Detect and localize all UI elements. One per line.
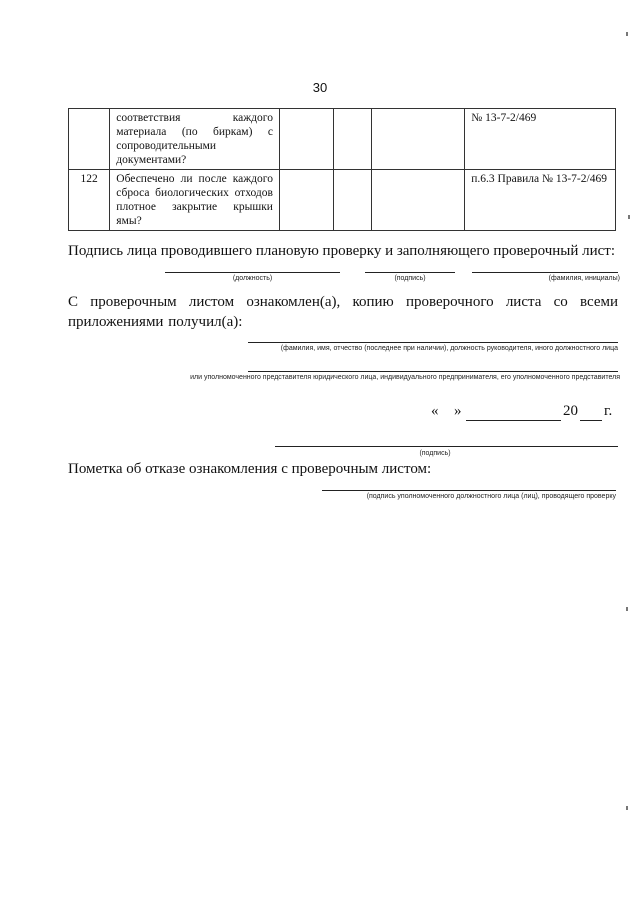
representative-line[interactable]: [248, 371, 618, 372]
checklist-table: [68, 108, 616, 231]
answer-cell: [333, 109, 371, 170]
position-label: (должность): [232, 275, 273, 282]
answer-cell: [279, 109, 333, 170]
date-year-line[interactable]: [580, 420, 602, 421]
acquaintance-text: С проверочным листом ознакомлен(а), копию проверочного листа со всеми приложениями получил(а):: [68, 294, 618, 330]
answer-cell: [279, 170, 333, 231]
table-row: [69, 170, 616, 231]
table-row: [69, 109, 616, 170]
refusal-heading: Пометка об отказе ознакомления с проверочным листом:: [68, 461, 432, 477]
date-month-line[interactable]: [466, 420, 561, 421]
signature-line[interactable]: [365, 272, 455, 273]
answer-cell: [371, 109, 465, 170]
scan-mark: [626, 32, 628, 36]
recipient-signature-line[interactable]: [275, 446, 618, 447]
page-number: 30: [312, 80, 328, 95]
date-year-suffix: г.: [604, 403, 613, 419]
answer-cell: [333, 170, 371, 231]
recipient-label-1: (фамилия, имя, отчество (последнее при наличии), должность руководителя, иного должностного лица: [280, 345, 618, 352]
name-label: (фамилия, инициалы): [548, 275, 620, 282]
refusal-signature-line[interactable]: [322, 490, 616, 491]
answer-cell: [371, 170, 465, 231]
question-cell: Обеспечено ли после каждого сброса биологических отходов плотное закрытие крышки ямы?: [110, 170, 280, 231]
scan-mark: [628, 215, 630, 219]
scan-mark: [626, 806, 628, 810]
name-line[interactable]: [472, 272, 618, 273]
reference-cell: № 13-7-2/469: [465, 109, 616, 170]
date-open-quote: «: [431, 403, 439, 419]
row-number: 122: [69, 170, 110, 231]
signature-label: (подпись): [394, 275, 426, 282]
question-cell: соответствия каждого материала (по биркам) с сопроводительными документами?: [110, 109, 280, 170]
date-close-quote: »: [454, 403, 462, 419]
recipient-name-line[interactable]: [248, 342, 618, 343]
row-number: [69, 109, 110, 170]
scan-mark: [626, 607, 628, 611]
date-year-prefix: 20: [563, 403, 578, 419]
recipient-label-2: или уполномоченного представителя юридического лица, индивидуального предпринимателя, его уполномоченного представителя: [190, 374, 620, 381]
position-line[interactable]: [165, 272, 340, 273]
reference-cell: п.6.3 Правила № 13-7-2/469: [465, 170, 616, 231]
refusal-label: (подпись уполномоченного должностного лица (лиц), проводящего проверку: [366, 493, 616, 500]
recipient-signature-label: (подпись): [419, 450, 451, 457]
inspector-signature-heading: Подпись лица проводившего плановую проверку и заполняющего проверочный лист:: [68, 243, 616, 259]
